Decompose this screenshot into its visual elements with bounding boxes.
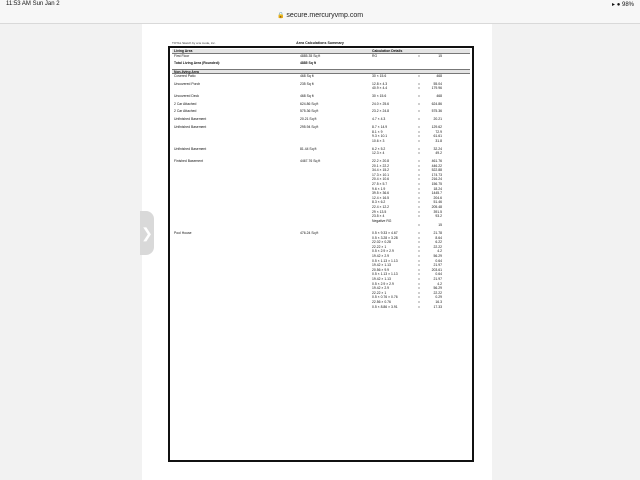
calc-expression: 22.22 × 1: [372, 244, 387, 249]
calc-result: 446.22: [431, 163, 442, 168]
calc-expression: 22.56 × 0.76: [372, 299, 391, 304]
document-page: [160, 40, 480, 309]
calc-equals: =: [418, 81, 420, 86]
calc-expression: 8.7 × 14.9: [372, 125, 388, 130]
table-row: [172, 117, 470, 122]
calc-equals: =: [418, 177, 420, 182]
calc-equals: =: [418, 214, 420, 219]
calc-expression: 6.2 × 5.2: [372, 146, 386, 151]
calc-expression: 24.0 × 25.6: [372, 101, 390, 106]
calc-result: 624.86: [431, 101, 442, 106]
non-living-header: Non-living Area: [172, 69, 470, 74]
calc-result: 4.2: [437, 281, 442, 286]
area-label: Covered Patio: [174, 73, 196, 78]
software-credit: TOTAL Sketch by a la mode, inc.: [172, 41, 216, 45]
calc-equals: =: [418, 151, 420, 156]
table-row: [172, 94, 470, 99]
area-value: 4467.76 Sq ft: [300, 158, 321, 163]
calc-equals: =: [418, 223, 420, 228]
calc-expression: 27.5 × 5.7: [372, 181, 388, 186]
calc-expression: 20.1 × 22.2: [372, 163, 390, 168]
calc-expression: 23.2 × 24.8: [372, 109, 390, 114]
browser-address-bar[interactable]: [0, 10, 640, 24]
calc-result: 468: [436, 73, 442, 78]
calc-equals: =: [418, 235, 420, 240]
calc-equals: =: [418, 299, 420, 304]
viewer-margin-right: [492, 24, 640, 480]
calc-result: 205.48: [431, 204, 442, 209]
status-icons: ▸ ● 98%: [612, 2, 634, 8]
calculation-details: [368, 117, 470, 122]
calculation-details-header: Calculation Details: [372, 49, 403, 53]
calculation-details: [368, 147, 470, 156]
calculation-line: [368, 151, 470, 156]
calc-equals: =: [418, 101, 420, 106]
calc-equals: =: [418, 134, 420, 139]
calc-result: 18.24: [433, 186, 442, 191]
calc-expression: 34.4 × 15.2: [372, 168, 390, 173]
calc-expression: 8.1 × 9: [372, 129, 383, 134]
area-value: 235 Sq ft: [300, 81, 314, 86]
calculation-line: [368, 74, 470, 79]
calc-equals: =: [418, 286, 420, 291]
calc-result: 522.88: [431, 168, 442, 173]
table-row: [172, 147, 470, 156]
calc-equals: =: [418, 138, 420, 143]
calc-expression: 0.5 × 2.9 × 2.9: [372, 249, 394, 254]
calc-equals: =: [418, 109, 420, 114]
calc-result: 56.29: [433, 254, 442, 259]
calc-equals: =: [418, 172, 420, 177]
calc-equals: =: [418, 295, 420, 300]
calc-equals: =: [418, 93, 420, 98]
calc-expression: 0.5 × 1.13 × 1.13: [372, 258, 398, 263]
table-row: [172, 82, 470, 91]
calc-equals: =: [418, 254, 420, 259]
calc-equals: =: [418, 244, 420, 249]
calc-expression: 12.4 × 16.5: [372, 195, 390, 200]
calc-result: 22.22: [433, 244, 442, 249]
table-row: [172, 159, 470, 228]
calc-result: 204.6: [433, 195, 442, 200]
calculation-line: [368, 109, 470, 114]
calc-result: 49.2: [435, 151, 442, 156]
calc-result: 32.24: [433, 146, 442, 151]
calculation-line: [368, 117, 470, 122]
calc-expression: 0.5 × 8.86 × 3.91: [372, 304, 398, 309]
calc-result: 16.3: [435, 299, 442, 304]
area-label: Pool House: [174, 231, 192, 236]
calc-expression: 22.22 × 1: [372, 290, 387, 295]
calc-expression: 39.5 × 36.6: [372, 191, 390, 196]
summary-body: [172, 49, 470, 312]
calc-result: 129.62: [431, 125, 442, 130]
calculation-details: [368, 231, 470, 309]
calc-result: 179.96: [431, 86, 442, 91]
calculation-details: [368, 109, 470, 114]
calc-result: 21.97: [433, 277, 442, 281]
area-label: Unfinished Basement: [174, 117, 207, 122]
calc-expression: 19.42 × 1.13: [372, 263, 391, 268]
area-value: 81.44 Sq ft: [300, 146, 317, 151]
area-label: Unfinished Basement: [174, 146, 207, 151]
calc-expression: 20.4 × 10.6: [372, 177, 390, 182]
status-time-date: 11:53 AM Sun Jan 2: [6, 1, 60, 7]
calc-expression: 4.7 × 4.3: [372, 117, 386, 122]
calc-equals: =: [418, 186, 420, 191]
url-text: secure.mercuryvmp.com: [286, 12, 364, 19]
calc-equals: =: [418, 277, 420, 281]
calculation-details: [368, 82, 470, 91]
calc-expression: 17.3 × 10.1: [372, 172, 390, 177]
calc-equals: =: [418, 129, 420, 134]
calc-result: 51.46: [433, 200, 442, 205]
viewer-margin-left: [0, 24, 142, 480]
calc-expression: 0.5 × 2.9 × 2.9: [372, 281, 394, 286]
table-row: [172, 109, 470, 114]
calc-equals: =: [418, 158, 420, 163]
calc-expression: Negative RG: [372, 218, 392, 223]
calc-result: 6.22: [435, 240, 442, 245]
calc-equals: =: [418, 163, 420, 168]
calc-expression: 10.6 × 3: [372, 138, 385, 143]
calc-result: 1445.7: [431, 191, 442, 196]
calc-expression: 12.8 × 4.3: [372, 81, 388, 86]
area-value: 476.24 Sq ft: [300, 231, 319, 236]
calc-result: 461.76: [431, 158, 442, 163]
area-value: 575.36 Sq ft: [300, 109, 319, 114]
calc-expression: 30 × 15.6: [372, 93, 387, 98]
table-row: [172, 54, 470, 59]
calc-equals: =: [418, 53, 420, 58]
calc-result: 20.21: [433, 117, 442, 122]
calc-equals: =: [418, 267, 420, 272]
calc-equals: =: [418, 191, 420, 196]
url-display[interactable]: [0, 12, 640, 19]
calc-result: 4.2: [437, 249, 442, 254]
calc-equals: =: [418, 263, 420, 268]
calc-result: 61.61: [433, 134, 442, 139]
calc-result: 575.36: [431, 109, 442, 114]
calc-expression: 8.3 × 6.2: [372, 200, 386, 205]
calc-equals: =: [418, 204, 420, 209]
calc-expression: 40.9 × 4.4: [372, 86, 388, 91]
calc-expression: 22.4 × 12.2: [372, 204, 390, 209]
area-label: First Floor: [174, 53, 190, 58]
calculation-line: [368, 86, 470, 91]
calc-result: 55.04: [433, 81, 442, 86]
calc-expression: 0.5 × 1.13 × 1.13: [372, 272, 398, 277]
calc-result: 156.75: [431, 181, 442, 186]
calculation-details: [368, 125, 470, 143]
calculation-details: [368, 159, 470, 228]
calculation-line: [368, 139, 470, 144]
calc-expression: 23.5 × 4: [372, 214, 385, 219]
calc-expression: 22.2 × 20.8: [372, 158, 390, 163]
status-bar: [0, 0, 640, 10]
calc-result: 8.64: [435, 235, 442, 240]
calc-result: 15: [438, 53, 442, 58]
calc-expression: 22.02 × 0.28: [372, 240, 391, 245]
calc-result: 21.78: [433, 231, 442, 236]
summary-frame: [168, 46, 474, 462]
calculation-details: [368, 74, 470, 79]
calc-equals: =: [418, 231, 420, 236]
area-value: 468 Sq ft: [300, 93, 314, 98]
calc-result: 216.24: [431, 177, 442, 182]
table-row: [172, 125, 470, 143]
calc-equals: =: [418, 181, 420, 186]
calc-expression: 0.5 × 3.28 × 3.28: [372, 235, 398, 240]
calc-result: 17.33: [433, 304, 442, 309]
calc-equals: =: [418, 200, 420, 205]
calculation-details: [368, 94, 470, 99]
calc-result: 15: [438, 223, 442, 228]
table-row: [172, 231, 470, 309]
calc-result: 93.2: [435, 214, 442, 219]
calc-result: 22.22: [433, 290, 442, 295]
calc-equals: =: [418, 86, 420, 91]
area-label: Uncovered Deck: [174, 93, 200, 98]
calc-expression: 0.5 × 0.76 × 0.76: [372, 295, 398, 300]
document-viewer[interactable]: [0, 24, 640, 480]
calc-expression: 0.5 × 9.33 × 4.67: [372, 231, 398, 236]
chevron-right-icon[interactable]: ❯: [140, 211, 154, 255]
calc-result: 0.29: [435, 295, 442, 300]
living-area-header: Living Area: [174, 49, 193, 53]
calculation-line: [368, 305, 470, 310]
calculation-line: [368, 223, 470, 228]
calc-equals: =: [418, 117, 420, 122]
area-label: Total Living Area (Rounded):: [174, 61, 221, 66]
calc-equals: =: [418, 146, 420, 151]
table-row: [172, 102, 470, 107]
calc-equals: =: [418, 272, 420, 277]
calc-equals: =: [418, 73, 420, 78]
calc-equals: =: [418, 281, 420, 286]
table-row: [172, 61, 470, 66]
row-spacer: [172, 309, 470, 312]
area-label: Unfinished Basement: [174, 125, 207, 130]
calc-result: 468: [436, 93, 442, 98]
calc-expression: 12.3 × 4: [372, 151, 385, 156]
calculation-line: [368, 102, 470, 107]
calc-expression: 30 × 15.6: [372, 73, 387, 78]
calc-result: 0.64: [435, 272, 442, 277]
calc-equals: =: [418, 209, 420, 214]
calc-expression: 9.6 × 1.9: [372, 186, 386, 191]
area-label: Uncovered Porch: [174, 81, 201, 86]
calc-expression: [368, 223, 414, 228]
calc-equals: =: [418, 304, 420, 309]
area-value: 624.86 Sq ft: [300, 101, 319, 106]
calculation-line: [368, 94, 470, 99]
calc-result: 31.8: [435, 138, 442, 143]
area-label: Finished Basement: [174, 158, 204, 163]
area-value: 295.94 Sq ft: [300, 125, 319, 130]
calc-result: 72.9: [435, 129, 442, 134]
calc-expression: 20.56 × 9.9: [372, 267, 390, 272]
calc-result: 0.64: [435, 258, 442, 263]
area-value: 20.21 Sq ft: [300, 117, 317, 122]
non-living-area-rows: [172, 74, 470, 313]
calc-expression: 19.42 × 2.9: [372, 254, 390, 259]
calculation-line: [368, 54, 470, 59]
area-label: 2 Car Attached: [174, 101, 197, 106]
table-row: [172, 74, 470, 79]
living-area-rows: [172, 54, 470, 70]
calculation-details: [368, 102, 470, 107]
calc-equals: =: [418, 168, 420, 173]
calc-result: 174.73: [431, 172, 442, 177]
document-title: Area Calculations Summary: [296, 41, 344, 45]
calc-equals: =: [418, 195, 420, 200]
calc-equals: =: [418, 240, 420, 245]
area-value: 468 Sq ft: [300, 73, 314, 78]
calculation-details: [368, 61, 470, 66]
lock-icon: 🔒: [276, 13, 285, 19]
calc-expression: 19.42 × 1.13: [372, 277, 391, 281]
area-value: 4885 Sq ft: [300, 61, 317, 66]
calc-result: 203.61: [431, 267, 442, 272]
calc-equals: =: [418, 258, 420, 263]
calc-expression: 29 × 13.5: [372, 209, 387, 214]
calc-result: 391.5: [433, 209, 442, 214]
area-value: 4885.35 Sq ft: [300, 53, 321, 58]
calc-result: 21.97: [433, 263, 442, 268]
area-label: 2 Car Attached: [174, 109, 197, 114]
calc-expression: RG: [372, 53, 378, 58]
calc-result: 56.29: [433, 286, 442, 291]
calc-expression: 9.3 × 10.1: [372, 134, 388, 139]
calc-equals: =: [418, 249, 420, 254]
calc-equals: =: [418, 125, 420, 130]
calc-equals: =: [418, 290, 420, 295]
calc-expression: 19.42 × 2.9: [372, 286, 390, 291]
calculation-details: [368, 54, 470, 59]
